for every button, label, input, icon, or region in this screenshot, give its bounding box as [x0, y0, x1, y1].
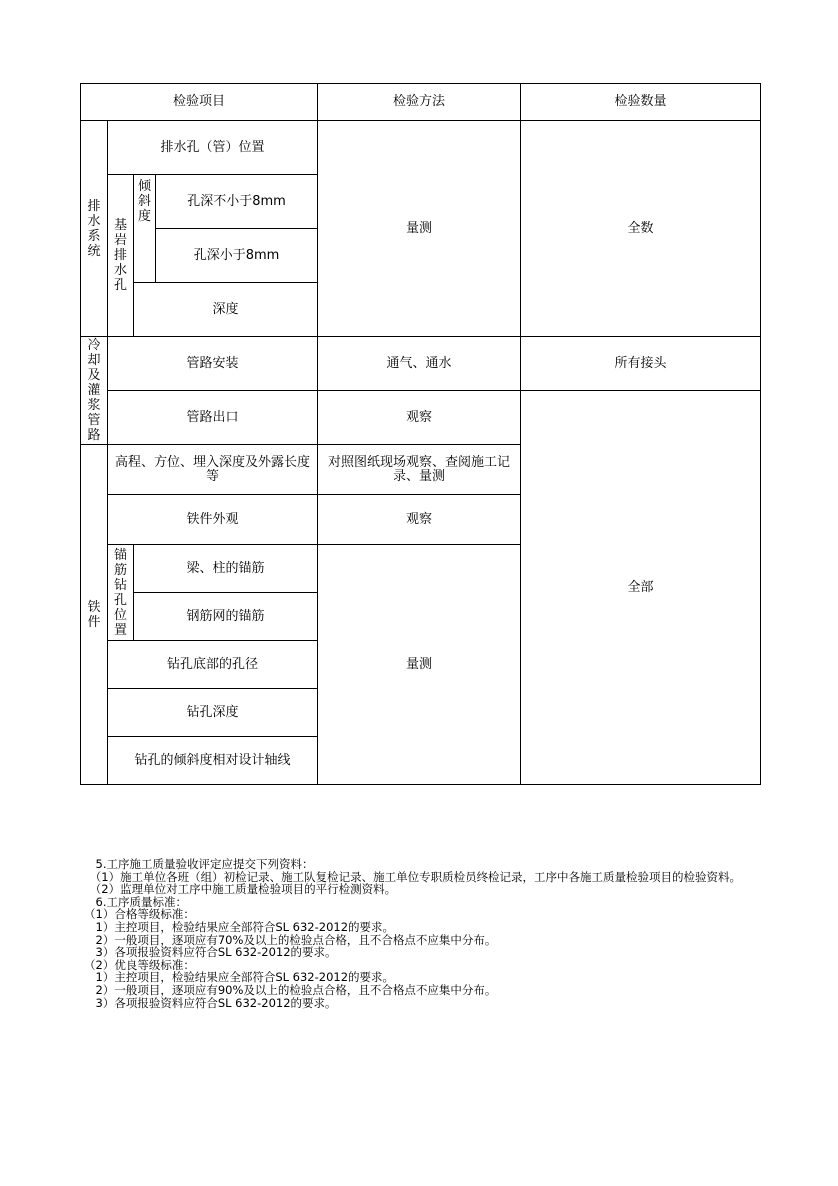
note-line: 1）主控项目，检验结果应全部符合SL 632-2012的要求。 — [84, 970, 395, 985]
note-line: 3）各项报验资料应符合SL 632-2012的要求。 — [84, 995, 337, 1010]
drainage-quantity: 全数 — [521, 121, 761, 337]
iron-appearance-method: 观察 — [318, 495, 521, 545]
pipe-install-method: 通气、通水 — [318, 337, 521, 391]
note-line: （2）优良等级标准： — [84, 957, 195, 972]
bedrock-hole-label: 基岩排水孔 — [113, 218, 127, 293]
pipe-install-quantity: 所有接头 — [521, 337, 761, 391]
note-line: （1）施工单位各班（组）初检记录、施工队复检记录、施工单位专职质检员终检记录，工序中各施工质量检验项目的检验资料。 — [84, 869, 742, 884]
note-line: 6.工序质量标准： — [84, 894, 187, 909]
note-line: 2）一般项目，逐项应有70%及以上的检验点合格，且不合格点不应集中分布。 — [84, 932, 497, 947]
iron-quantity: 全部 — [521, 391, 761, 785]
note-line: 5.工序施工质量验收评定应提交下列资料： — [84, 857, 314, 871]
pipe-outlet: 管路出口 — [108, 391, 318, 445]
anchor-mesh: 钢筋网的锚筋 — [134, 593, 318, 641]
bedrock-hole-cell — [108, 175, 134, 337]
drainage-group-label: 排水系统 — [87, 198, 101, 259]
inclination-label: 倾斜度 — [137, 179, 151, 224]
anchor-beam-column: 梁、柱的锚筋 — [134, 545, 318, 593]
notes-section — [84, 858, 764, 1009]
cooling-group-label: 冷却及灌浆管路 — [87, 338, 101, 443]
iron-elevation: 高程、方位、埋入深度及外露长度等 — [108, 445, 318, 495]
drainage-group-cell — [81, 121, 108, 337]
header-method: 检验方法 — [318, 84, 521, 121]
cooling-group-cell — [81, 337, 108, 445]
note-line: （1）合格等级标准： — [84, 907, 195, 922]
anchor-group-cell — [108, 545, 134, 641]
pipe-outlet-method: 观察 — [318, 391, 521, 445]
iron-elevation-method: 对照图纸现场观察、查阅施工记录、量测 — [318, 445, 521, 495]
drainage-position: 排水孔（管）位置 — [108, 121, 318, 175]
iron-group-label: 铁件 — [87, 599, 101, 630]
note-line: 1）主控项目，检验结果应全部符合SL 632-2012的要求。 — [84, 919, 395, 934]
hole-diameter: 钻孔底部的孔径 — [108, 641, 318, 689]
depth-ge8: 孔深不小于8mm — [156, 175, 318, 229]
header-quantity: 检验数量 — [521, 84, 761, 121]
inspection-table — [80, 83, 761, 785]
depth: 深度 — [134, 283, 318, 337]
hole-depth: 钻孔深度 — [108, 689, 318, 737]
pipe-install: 管路安装 — [108, 337, 318, 391]
iron-group-cell — [81, 445, 108, 785]
iron-appearance: 铁件外观 — [108, 495, 318, 545]
note-line: 3）各项报验资料应符合SL 632-2012的要求。 — [84, 945, 337, 960]
iron-measure-method: 量测 — [318, 545, 521, 785]
hole-incline: 钻孔的倾斜度相对设计轴线 — [108, 737, 318, 785]
inclination-cell — [134, 175, 156, 283]
drainage-method: 量测 — [318, 121, 521, 337]
anchor-group-label: 锚筋钻孔位置 — [113, 547, 127, 638]
note-line: （2）监理单位对工序中施工质量检验项目的平行检测资料。 — [84, 882, 397, 897]
note-line: 2）一般项目，逐项应有90%及以上的检验点合格，且不合格点不应集中分布。 — [84, 982, 497, 997]
depth-lt8: 孔深小于8mm — [156, 229, 318, 283]
header-item: 检验项目 — [81, 84, 318, 121]
